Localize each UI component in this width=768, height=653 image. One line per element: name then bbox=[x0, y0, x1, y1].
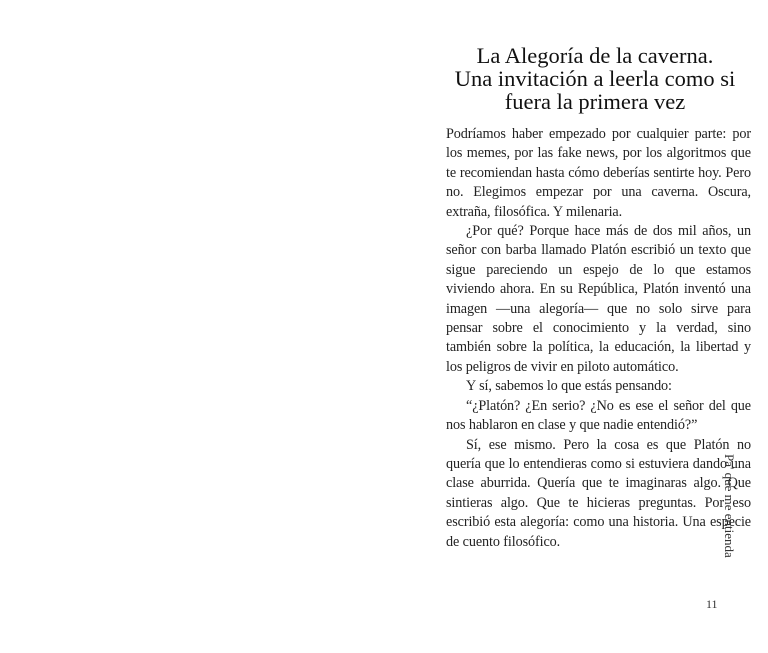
running-head: Pa' que me entienda bbox=[722, 454, 737, 558]
chapter-title bbox=[446, 44, 744, 113]
paragraph-2: ¿Por qué? Porque hace más de dos mil años, un señor con barba llamado Platón escribió un texto que sigue pareciendo un espejo de lo que estamos viviendo ahora. En su República, Platón inventó una imagen —una alegoría— que no solo sirve para pensar sobre el conocimiento y la verdad, sino también sobre la política, la educación, la libertad y los peligros de vivir en piloto automático. bbox=[446, 223, 751, 375]
chapter-title-line-3: fuera la primera vez bbox=[504, 89, 686, 114]
paragraph-5: Sí, ese mismo. Pero la cosa es que Platón no quería que lo entendieras como si estuviera dando una clase aburrida. Quería que te imaginaras algo. Que sintieras algo. Que te hicieras preguntas. Por eso escribió esta alegoría: como una historia. Una especie de cuento filosófico. bbox=[446, 436, 751, 550]
paragraph-4: “¿Platón? ¿En serio? ¿No es ese el señor del que nos hablaron en clase y que nadie entendió?” bbox=[446, 397, 751, 434]
page-number: 11 bbox=[706, 597, 718, 611]
paragraph-1: Podríamos haber empezado por cualquier parte: por los memes, por las fake news, por los algoritmos que te recomiendan hasta cómo deberías sentirte hoy. Pero no. Elegimos empezar por una caverna. Oscura, extraña, filosófica. Y milenaria. bbox=[446, 126, 751, 220]
paragraph-3: Y sí, sabemos lo que estás pensando: bbox=[466, 378, 672, 395]
body-text bbox=[446, 125, 751, 552]
chapter-title-line-1: La Alegoría de la caverna. bbox=[476, 43, 714, 68]
chapter-title-line-2: Una invitación a leerla como si bbox=[454, 66, 736, 91]
